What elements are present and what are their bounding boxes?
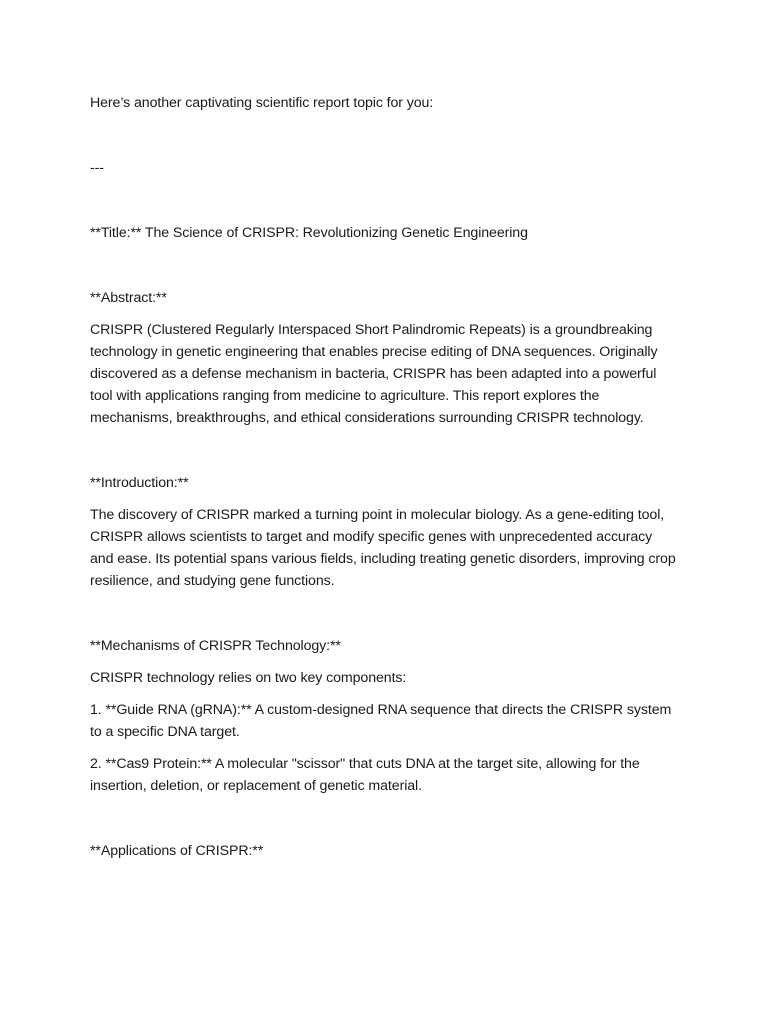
applications-heading: **Applications of CRISPR:** bbox=[90, 843, 264, 859]
title-line: **Title:** The Science of CRISPR: Revolutionizing Genetic Engineering bbox=[90, 225, 528, 241]
introduction-heading: **Introduction:** bbox=[90, 475, 189, 491]
intro-line: Here’s another captivating scientific report topic for you: bbox=[90, 95, 434, 111]
abstract-heading: **Abstract:** bbox=[90, 290, 167, 306]
abstract-body: CRISPR (Clustered Regularly Interspaced Short Palindromic Repeats) is a groundbreaking technology in genetic engineering that enables precise editing of DNA sequences. Originally discovered as a defense mechanism in bacteria, CRISPR has been adapted into a powerful tool with applications ranging from medicine to agriculture. This report explores the mechanisms, breakthroughs, and ethical considerations surrounding CRISPR technology. bbox=[90, 322, 658, 426]
document-body bbox=[90, 92, 678, 862]
introduction-body: The discovery of CRISPR marked a turning point in molecular biology. As a gene-editing tool, CRISPR allows scientists to target and modify specific genes with unprecedented accuracy and ease. Its potential spans various fields, including treating genetic disorders, improving crop resilience, and studying gene functions. bbox=[90, 507, 676, 589]
list-item: 1. **Guide RNA (gRNA):** A custom-designed RNA sequence that directs the CRISPR system to a specific DNA target. bbox=[90, 702, 672, 740]
list-item: 2. **Cas9 Protein:** A molecular "scissor" that cuts DNA at the target site, allowing for the insertion, deletion, or replacement of genetic material. bbox=[90, 756, 640, 794]
separator: --- bbox=[90, 160, 104, 176]
mechanisms-lead: CRISPR technology relies on two key components: bbox=[90, 670, 407, 686]
mechanisms-heading: **Mechanisms of CRISPR Technology:** bbox=[90, 638, 341, 654]
